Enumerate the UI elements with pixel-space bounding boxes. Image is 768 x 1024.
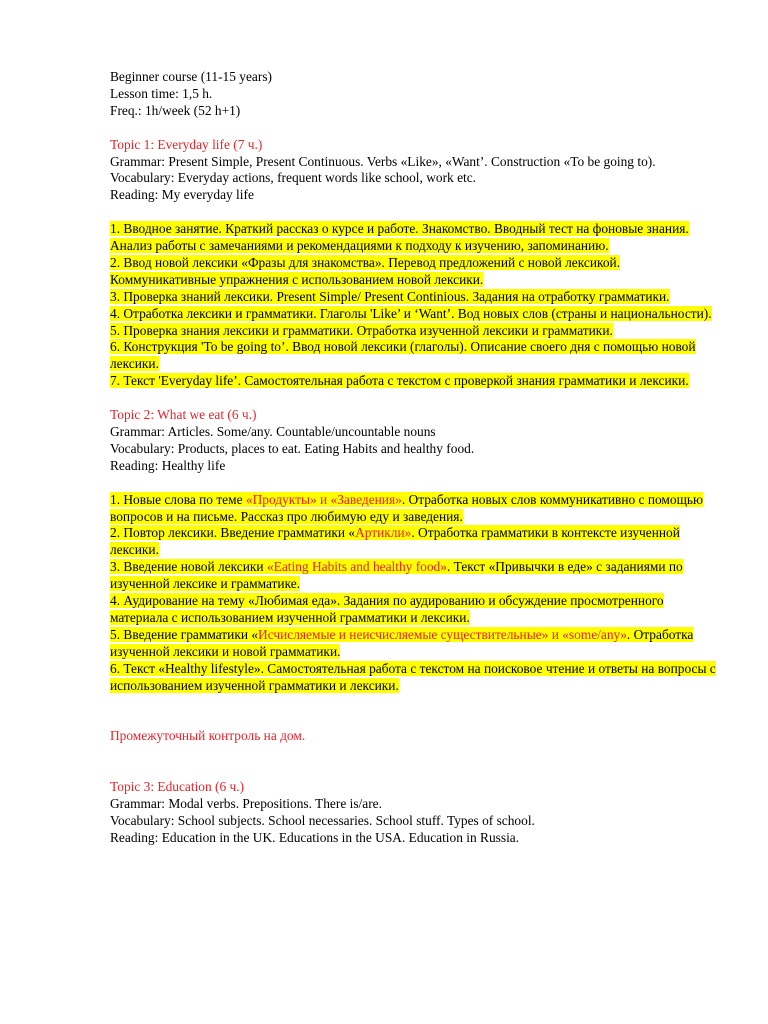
topic2-title: Topic 2: What we eat (6 ч.) [110, 407, 257, 423]
topic1-lesson-7 [110, 373, 716, 390]
topic1-grammar: Grammar: Present Simple, Present Continuous. Verbs «Like», «Want’. Construction «To be going to). [110, 153, 656, 169]
topic1-lesson-1 [110, 221, 716, 255]
highlighted-text: . Отработка изученной лексики и новой грамматики. [110, 626, 694, 659]
midterm-control: Промежуточный контроль на дом. [110, 728, 306, 744]
highlighted-text: 1. Новые слова по теме [110, 491, 246, 507]
spacer [110, 475, 716, 492]
topic1-title: Topic 1: Everyday life (7 ч.) [110, 136, 263, 152]
highlighted-text: 6. Конструкция 'To be going to’. Ввод новой лексики (глаголы). Описание своего дня с помощью новой лексики. [110, 339, 696, 372]
topic3-grammar: Grammar: Modal verbs. Prepositions. There is/are. [110, 795, 382, 811]
topic1-lesson-2 [110, 255, 716, 289]
highlighted-text: . Отработка грамматики в контексте изученной лексики. [110, 525, 680, 558]
topic1-lesson-5 [110, 323, 716, 340]
topic3-vocabulary: Vocabulary: School subjects. School necessaries. School stuff. Types of school. [110, 812, 535, 828]
highlighted-text: 1. Вводное занятие. Краткий рассказ о курсе и работе. Знакомство. Вводный тест на фоновые знания. Анализ работы с замечаниями и рекомендациями к подходу к изучению, запоминанию. [110, 221, 689, 254]
highlighted-text: 2. Ввод новой лексики «Фразы для знакомства». Перевод предложений с новой лексикой. Коммуникативные упражнения с использованием новой лексики. [110, 254, 621, 287]
highlighted-text: 6. Текст «Healthy lifestyle». Самостоятельная работа с текстом на поисковое чтение и ответы на вопросы с использованием изученной грамматики и лексики. [110, 660, 716, 693]
spacer [110, 120, 716, 137]
highlighted-red-text: Артикли» [355, 525, 412, 541]
highlighted-red-text: Исчисляемые и неисчисляемые существительные» и «some/any» [258, 626, 627, 642]
frequency: Freq.: 1h/week (52 h+1) [110, 102, 241, 118]
topic1-vocabulary: Vocabulary: Everyday actions, frequent words like school, work etc. [110, 170, 477, 186]
highlighted-red-text: «Продукты» и «Заведения» [245, 491, 402, 507]
highlighted-red-text: «Eating Habits and healthy food» [266, 559, 447, 575]
topic2-lesson-4 [110, 593, 716, 627]
highlighted-text: 3. Введение новой лексики [110, 559, 267, 575]
spacer [110, 762, 716, 779]
lesson-time: Lesson time: 1,5 h. [110, 85, 213, 101]
topic1-lesson-6 [110, 339, 716, 373]
highlighted-text: 4. Отработка лексики и грамматики. Глаголы 'Like’ и ‘Want’. Вод новых слов (страны и национальности). [110, 305, 712, 321]
topic2-lesson-1 [110, 492, 716, 526]
topic3-reading: Reading: Education in the UK. Educations in the USA. Education in Russia. [110, 829, 520, 845]
topic2-reading: Reading: Healthy life [110, 457, 226, 473]
highlighted-text: 2. Повтор лексики. Введение грамматики « [110, 525, 356, 541]
topic2-lesson-6 [110, 661, 716, 695]
highlighted-text: . Отработка новых слов коммуникативно с помощью вопросов и на письме. Рассказ про любимую еду и заведения. [110, 491, 704, 524]
spacer [110, 204, 716, 221]
course-title: Beginner course (11-15 years) [110, 69, 272, 84]
highlighted-text: 7. Текст 'Everyday life’. Самостоятельная работа с текстом с проверкой знания грамматики и лексики. [110, 373, 689, 389]
highlighted-text: . Текст «Привычки в еде» с заданиями по изученной лексике и грамматике. [110, 559, 683, 592]
spacer [110, 745, 716, 762]
topic2-lesson-5 [110, 627, 716, 661]
highlighted-text: 3. Проверка знаний лексики. Present Simple/ Present Continious. Задания на отработку грамматики. [110, 288, 670, 304]
topic1-reading: Reading: My everyday life [110, 187, 254, 203]
topic2-vocabulary: Vocabulary: Products, places to eat. Eating Habits and healthy food. [110, 440, 475, 456]
document-body [110, 69, 716, 847]
topic1-lesson-3 [110, 289, 716, 306]
highlighted-text: 5. Проверка знания лексики и грамматики. Отработка изученной лексики и грамматики. [110, 322, 613, 338]
spacer [110, 711, 716, 728]
topic1-lesson-4 [110, 306, 716, 323]
topic2-grammar: Grammar: Articles. Some/any. Countable/uncountable nouns [110, 423, 436, 439]
highlighted-text: 5. Введение грамматики « [110, 626, 259, 642]
spacer [110, 390, 716, 407]
topic3-title: Topic 3: Education (6 ч.) [110, 778, 245, 794]
spacer [110, 694, 716, 711]
topic2-lesson-2 [110, 525, 716, 559]
topic2-lesson-3 [110, 559, 716, 593]
highlighted-text: 4. Аудирование на тему «Любимая еда». Задания по аудированию и обсуждение просмотренного материала с использованием изученной грамматики и лексики. [110, 593, 664, 625]
